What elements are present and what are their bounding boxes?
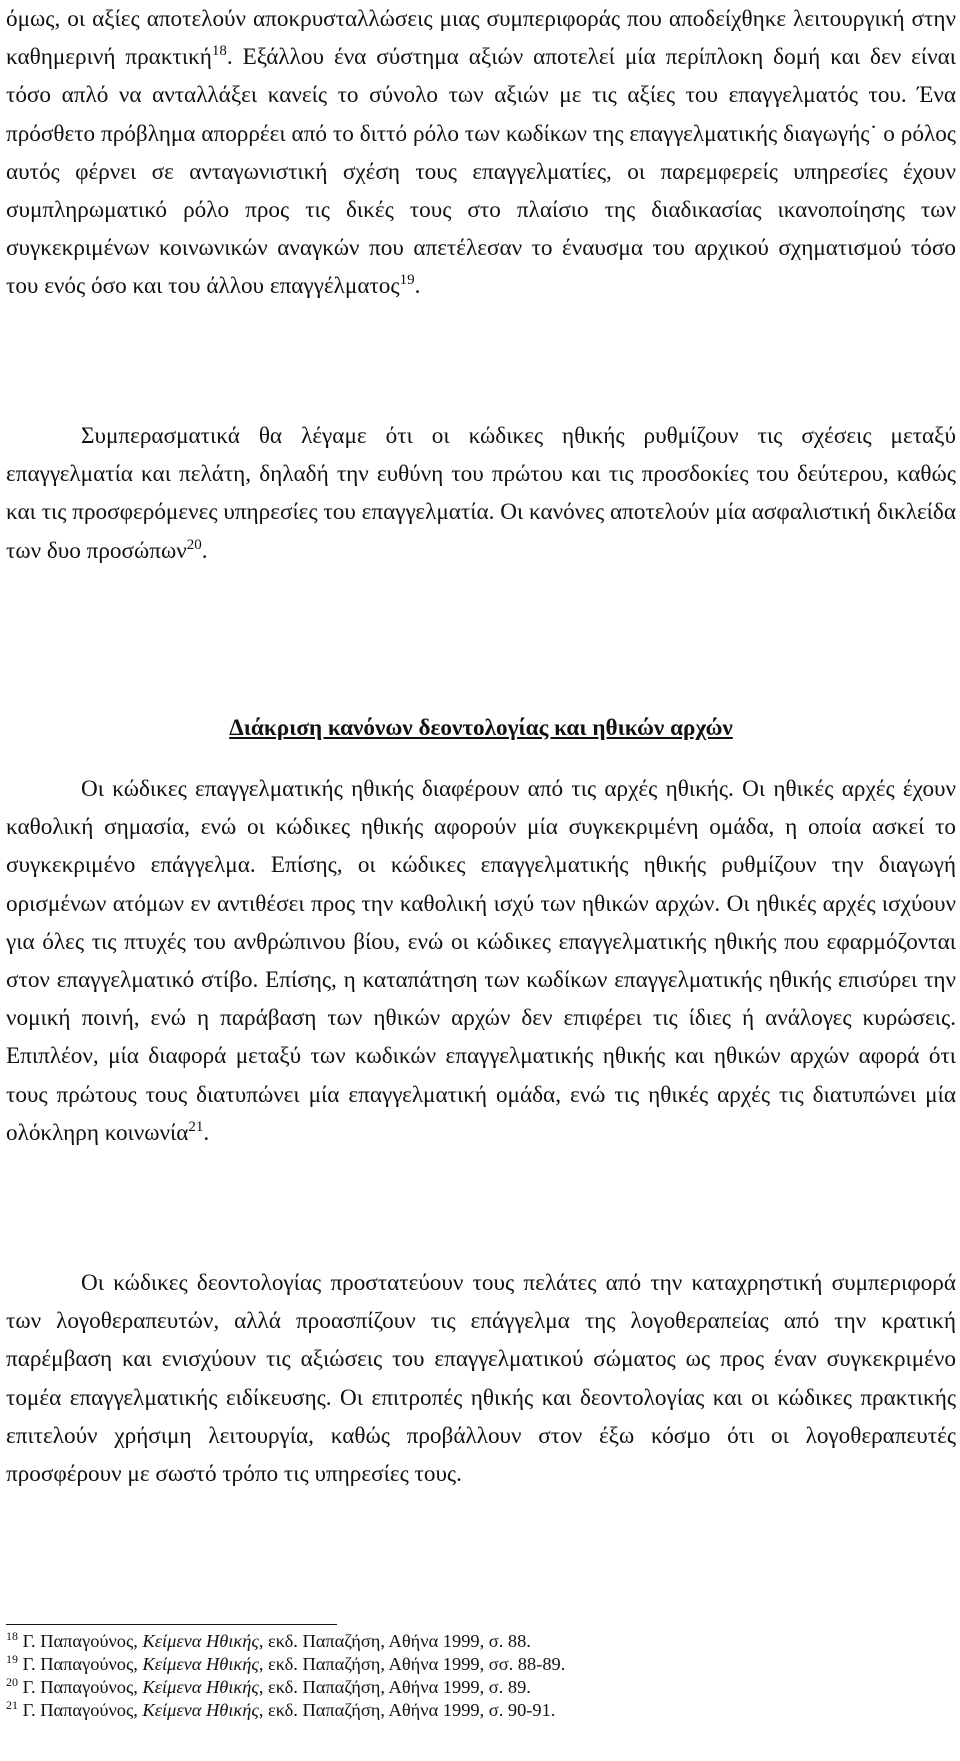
paragraph-2-text-a: Συμπερασματικά θα λέγαμε ότι οι κώδικες ηθικής ρυθμίζουν τις σχέσεις μεταξύ επαγγελματία και πελάτη, δηλαδή την ευθύνη του πρώτου και τις προσδοκίες του δεύτερου, καθώς και τις προσφερόμενες υπηρεσίες του επαγγελματία. Οι κανόνες αποτελούν μία ασφαλιστική δικλείδα των δυο προσώπων	[6, 423, 956, 564]
footnote-21	[6, 1699, 956, 1722]
footnote-number: 20	[6, 1675, 18, 1689]
paragraph-2	[6, 417, 956, 570]
footnote-ref-21[interactable]: 21	[188, 1118, 204, 1135]
paragraph-3	[6, 770, 956, 1152]
footnote-details: , εκδ. Παπαζήση, Αθήνα 1999, σ. 90-91.	[258, 1700, 556, 1720]
footnote-number: 21	[6, 1698, 18, 1712]
paragraph-1-text-a: όμως, οι αξίες αποτελούν αποκρυσταλλώσεις μιας συμπεριφοράς που αποδείχθηκε λειτουργική στην καθημερινή πρακτική	[6, 6, 956, 71]
footnote-18	[6, 1630, 956, 1653]
paragraph-3-text-a: Οι κώδικες επαγγελματικής ηθικής διαφέρουν από τις αρχές ηθικής. Οι ηθικές αρχές έχουν καθολική σημασία, ενώ οι κώδικες ηθικής αφορούν μία συγκεκριμένη ομάδα, η οποία ασκεί το συγκεκριμένο επάγγελμα. Επίσης, οι κώδικες επαγγελματικής ηθικής ρυθμίζουν την διαγωγή ορισμένων ατόμων εν αντιθέσει προς την καθολική ισχύ των ηθικών αρχών. Οι ηθικές αρχές ισχύουν για όλες τις πτυχές του ανθρώπινου βίου, ενώ οι κώδικες επαγγελματικής ηθικής που εφαρμόζονται στον επαγγελματικό στίβο. Επίσης, η καταπάτηση των κωδίκων επαγγελματικής ηθικής επισύρει την νομική ποινή, ενώ η παράβαση των ηθικών αρχών δεν επιφέρει τις ίδιες ή ανάλογες κυρώσεις. Επιπλέον, μία διαφορά μεταξύ των κωδικών επαγγελματικής ηθικής και ηθικών αρχών αφορά ότι τους πρώτους τους διατυπώνει μία επαγγελματική ομάδα, ενώ τις ηθικές αρχές τις διατυπώνει μία ολόκληρη κοινωνία	[6, 776, 956, 1146]
footnote-ref-19[interactable]: 19	[399, 272, 415, 289]
section-heading: Διάκριση κανόνων δεοντολογίας και ηθικών αρχών	[229, 715, 733, 741]
footnote-ref-18[interactable]: 18	[211, 43, 227, 60]
footnote-author: Γ. Παπαγούνος,	[22, 1700, 143, 1720]
footnote-19	[6, 1653, 956, 1676]
footnote-author: Γ. Παπαγούνος,	[22, 1631, 143, 1651]
footnotes	[6, 1630, 956, 1722]
footnote-20	[6, 1676, 956, 1699]
footnote-details: , εκδ. Παπαζήση, Αθήνα 1999, σσ. 88-89.	[258, 1654, 566, 1674]
footnote-author: Γ. Παπαγούνος,	[22, 1654, 143, 1674]
footnote-details: , εκδ. Παπαζήση, Αθήνα 1999, σ. 89.	[258, 1677, 531, 1697]
paragraph-1	[6, 0, 956, 306]
footnote-title: Κείμενα Ηθικής	[142, 1631, 259, 1651]
paragraph-3-text-b: .	[203, 1119, 210, 1146]
footnote-separator	[6, 1624, 337, 1625]
footnote-details: , εκδ. Παπαζήση, Αθήνα 1999, σ. 88.	[258, 1631, 531, 1651]
footnote-title: Κείμενα Ηθικής	[142, 1654, 259, 1674]
paragraph-1-text-b: . Εξάλλου ένα σύστημα αξιών αποτελεί μία περίπλοκη δομή και δεν είναι τόσο απλό να ανταλλάξει κανείς το σύνολο των αξιών με τις αξίες του επαγγελματός του. Ένα πρόσθετο πρόβλημα απορρέει από το διττό ρόλο των κωδίκων της επαγγελματικής διαγωγής˙ ο ρόλος αυτός φέρνει σε ανταγωνιστική σχέση τους επαγγελματίες, οι παρεμφερείς υπηρεσίες έχουν συμπληρωματικό ρόλο προς τις δικές τους στο πλαίσιο της διαδικασίας ικανοποίησης των συγκεκριμένων κοινωνικών αναγκών που απετέλεσαν το έναυσμα του αρχικού σχηματισμού τόσο του ενός όσο και του άλλου επαγγέλματος	[6, 44, 956, 300]
footnote-number: 18	[6, 1629, 18, 1643]
paragraph-4: Οι κώδικες δεοντολογίας προστατεύουν τους πελάτες από την καταχρηστική συμπεριφορά των λογοθεραπευτών, αλλά προασπίζουν τις επάγγελμα της λογοθεραπείας από την κρατική παρέμβαση και ενισχύουν τις αξιώσεις του επαγγελματικού σώματος ως προς έναν συγκεκριμένο τομέα επαγγελματικής ειδίκευσης. Οι επιτροπές ηθικής και δεοντολογίας και οι κώδικες πρακτικής επιτελούν χρήσιμη λειτουργία, καθώς προβάλλουν στον έξω κόσμο ότι οι λογοθεραπευτές προσφέρουν με σωστό τρόπο τις υπηρεσίες τους.	[6, 1270, 956, 1488]
footnote-ref-20[interactable]: 20	[186, 536, 202, 553]
footnote-title: Κείμενα Ηθικής	[142, 1677, 259, 1697]
paragraph-1-text-c: .	[414, 273, 421, 300]
footnote-number: 19	[6, 1652, 18, 1666]
paragraph-2-text-b: .	[201, 537, 208, 564]
footnote-title: Κείμενα Ηθικής	[142, 1700, 259, 1720]
footnote-author: Γ. Παπαγούνος,	[22, 1677, 143, 1697]
